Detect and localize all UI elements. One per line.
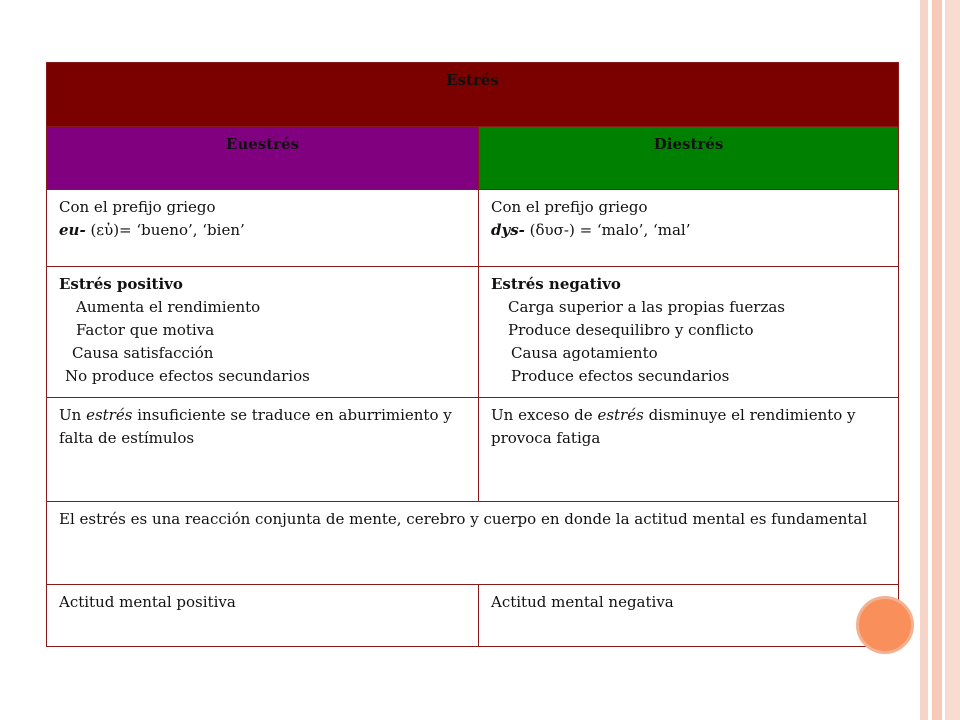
- prefix-term: dys-: [491, 221, 525, 239]
- effect-text: Un exceso de: [491, 406, 598, 424]
- list-item: Produce efectos secundarios: [511, 367, 730, 385]
- decor-stripe: [932, 0, 942, 720]
- negative-stress-title: Estrés negativo: [491, 275, 621, 293]
- table-title: Estrés: [47, 63, 899, 127]
- table-row: [47, 585, 899, 647]
- euestres-header: Euestrés: [47, 127, 479, 190]
- list-item: Aumenta el rendimiento: [76, 298, 261, 316]
- prefix-term: eu-: [59, 221, 86, 239]
- table-row: [47, 63, 899, 127]
- prefix-meaning: (δυσ-) = ‘malo’, ‘mal’: [524, 221, 691, 239]
- prefix-line: Con el prefijo griego: [491, 198, 648, 216]
- list-item: Carga superior a las propias fuerzas: [508, 298, 786, 316]
- table-row: [47, 502, 899, 585]
- effect-cell-left: [47, 398, 479, 502]
- effect-text: insuficiente se traduce en aburrimiento y falta de estímulos: [59, 406, 452, 447]
- decor-stripe: [945, 0, 960, 720]
- stress-table: [46, 62, 899, 647]
- list-item: Causa satisfacción: [72, 344, 214, 362]
- table-row: [47, 267, 899, 398]
- prefix-line: Con el prefijo griego: [59, 198, 216, 216]
- attitude-positive: Actitud mental positiva: [47, 585, 479, 647]
- list-item: Produce desequilibro y conflicto: [508, 321, 754, 339]
- negative-stress-cell: [479, 267, 899, 398]
- table-row: [47, 398, 899, 502]
- prefix-cell-right: [479, 190, 899, 267]
- summary-cell: [47, 502, 899, 585]
- effect-text: disminuye el rendimiento y provoca fatiga: [491, 406, 856, 447]
- list-item: No produce efectos secundarios: [65, 367, 310, 385]
- table-row: [47, 127, 899, 190]
- diestres-header: Diestrés: [479, 127, 899, 190]
- list-item: Causa agotamiento: [511, 344, 658, 362]
- effect-emphasis: estrés: [86, 406, 133, 424]
- positive-stress-cell: [47, 267, 479, 398]
- positive-stress-title: Estrés positivo: [59, 275, 183, 293]
- list-item: Factor que motiva: [76, 321, 215, 339]
- prefix-meaning: (εὐ)= ‘bueno’, ‘bien’: [85, 221, 245, 239]
- attitude-negative: Actitud mental negativa: [479, 585, 899, 647]
- table-row: [47, 190, 899, 267]
- effect-text: Un: [59, 406, 87, 424]
- decor-circle: [856, 596, 914, 654]
- prefix-cell-left: [47, 190, 479, 267]
- effect-cell-right: [479, 398, 899, 502]
- decor-stripe: [920, 0, 928, 720]
- summary-text: El estrés es una reacción conjunta de mente, cerebro y cuerpo en donde la actitud mental es fundamental: [59, 510, 868, 528]
- effect-emphasis: estrés: [597, 406, 644, 424]
